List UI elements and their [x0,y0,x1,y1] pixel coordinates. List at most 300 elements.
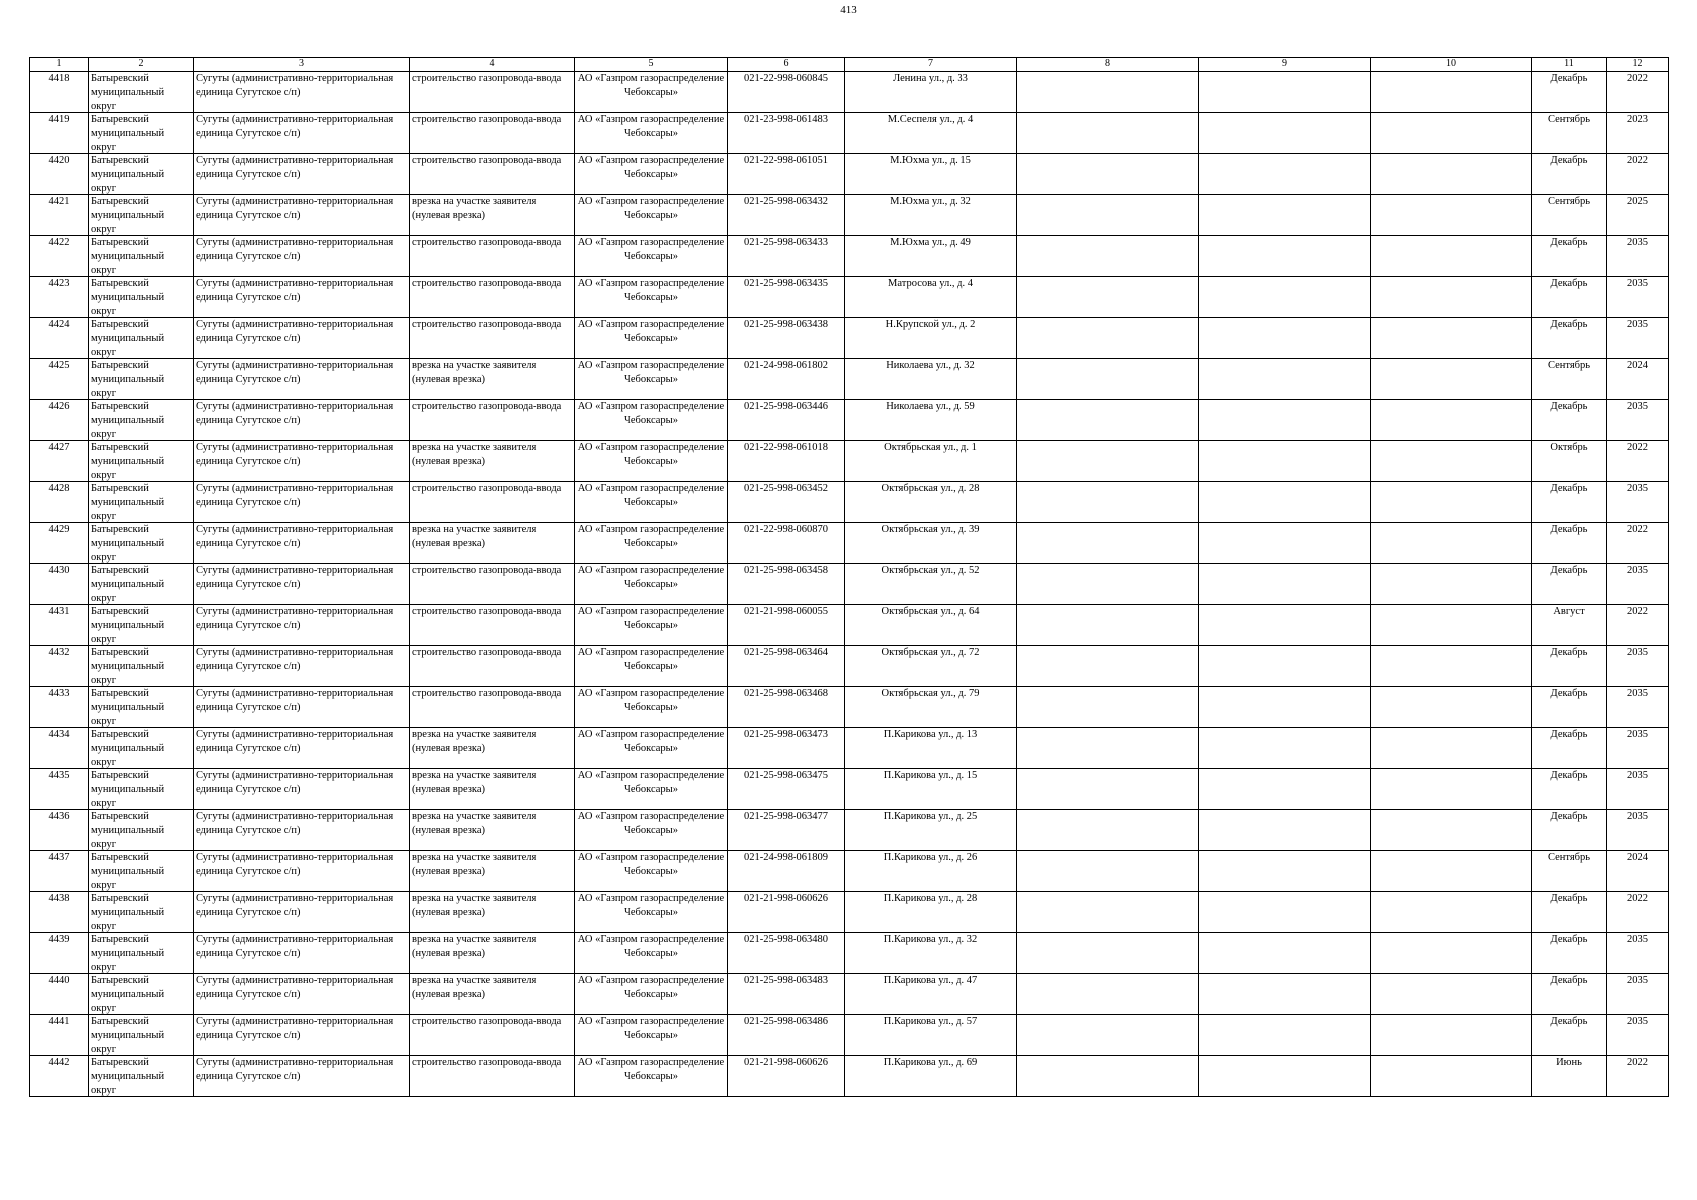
work-type-cell [410,728,575,769]
work-type-cell-text: врезка на участке заявителя (нулевая врезка) [412,196,537,221]
row-number-text: 4439 [48,934,70,945]
organization-cell-text: АО «Газпром газораспределение Чебоксары» [577,975,725,1000]
work-type-cell-text: врезка на участке заявителя (нулевая врезка) [412,975,537,1000]
row-number [30,646,89,687]
district-cell-text: Батыревский муниципальный округ [91,319,165,358]
row-number [30,933,89,974]
organization-cell-text: АО «Газпром газораспределение Чебоксары» [577,278,725,303]
locality-cell [194,195,410,236]
col10-cell [1371,72,1532,113]
address-cell [845,236,1017,277]
table-row [30,72,1669,113]
col8-cell [1017,687,1199,728]
table-body [30,72,1669,1097]
address-cell-text: П.Карикова ул., д. 32 [883,934,978,945]
locality-cell-text: Сугуты (административно-территориальная единица Сугутское с/п) [196,196,394,221]
code-cell-text: 021-24-998-061809 [744,852,828,863]
year-cell [1607,236,1669,277]
address-cell [845,810,1017,851]
col9-cell-text [1201,236,1368,276]
table-row [30,1015,1669,1056]
district-cell-text: Батыревский муниципальный округ [91,565,165,604]
col10-cell [1371,113,1532,154]
month-cell [1532,564,1607,605]
work-type-cell-text: врезка на участке заявителя (нулевая врезка) [412,442,537,467]
district-cell [89,933,194,974]
address-cell [845,482,1017,523]
table-row [30,810,1669,851]
month-cell [1532,359,1607,400]
col8-cell [1017,400,1199,441]
col8-cell-text [1019,113,1196,153]
address-cell [845,195,1017,236]
locality-cell [194,564,410,605]
locality-cell [194,646,410,687]
organization-cell-text: АО «Газпром газораспределение Чебоксары» [577,852,725,877]
code-cell-text: 021-25-998-063452 [744,483,828,494]
work-type-cell-text: строительство газопровода-ввода [412,565,562,576]
col8-cell-text [1019,1015,1196,1055]
month-cell [1532,72,1607,113]
col10-cell-text [1373,687,1529,727]
district-cell [89,646,194,687]
col9-cell [1199,72,1371,113]
col10-cell [1371,154,1532,195]
district-cell [89,359,194,400]
month-cell [1532,933,1607,974]
work-type-cell [410,564,575,605]
district-cell [89,441,194,482]
district-cell-text: Батыревский муниципальный округ [91,729,165,768]
code-cell [728,482,845,523]
col9-cell-text [1201,769,1368,809]
district-cell [89,400,194,441]
col10-cell [1371,933,1532,974]
code-cell-text: 021-25-998-063464 [744,647,828,658]
address-cell [845,154,1017,195]
organization-cell [575,482,728,523]
organization-cell [575,318,728,359]
month-cell-text: Декабрь [1550,483,1588,494]
locality-cell [194,277,410,318]
organization-cell-text: АО «Газпром газораспределение Чебоксары» [577,606,725,631]
address-cell-text: Матросова ул., д. 4 [888,278,973,289]
district-cell [89,113,194,154]
col8-cell [1017,564,1199,605]
locality-cell-text: Сугуты (административно-территориальная единица Сугутское с/п) [196,975,394,1000]
col8-cell-text [1019,400,1196,440]
col8-cell-text [1019,359,1196,399]
col10-cell [1371,646,1532,687]
table-row [30,564,1669,605]
work-type-cell-text: строительство газопровода-ввода [412,114,562,125]
year-cell [1607,400,1669,441]
col8-cell [1017,277,1199,318]
work-type-cell-text: строительство газопровода-ввода [412,606,562,617]
column-header-3: 3 [194,58,410,72]
col10-cell [1371,318,1532,359]
district-cell [89,892,194,933]
organization-cell-text: АО «Газпром газораспределение Чебоксары» [577,811,725,836]
year-cell-text: 2025 [1627,196,1648,207]
address-cell [845,769,1017,810]
address-cell-text: П.Карикова ул., д. 26 [883,852,978,863]
col9-cell [1199,277,1371,318]
year-cell-text: 2022 [1627,155,1648,166]
col8-cell-text [1019,687,1196,727]
work-type-cell [410,892,575,933]
locality-cell [194,1015,410,1056]
work-type-cell [410,1015,575,1056]
col8-cell-text [1019,195,1196,235]
col10-cell-text [1373,195,1529,235]
col8-cell-text [1019,277,1196,317]
organization-cell [575,1015,728,1056]
work-type-cell [410,236,575,277]
table-row [30,523,1669,564]
work-type-cell-text: строительство газопровода-ввода [412,1057,562,1068]
locality-cell-text: Сугуты (административно-территориальная единица Сугутское с/п) [196,688,394,713]
row-number [30,154,89,195]
row-number [30,564,89,605]
work-type-cell-text: врезка на участке заявителя (нулевая врезка) [412,524,537,549]
col8-cell [1017,441,1199,482]
locality-cell [194,933,410,974]
month-cell-text: Декабрь [1550,524,1588,535]
month-cell-text: Декабрь [1550,729,1588,740]
year-cell [1607,974,1669,1015]
work-type-cell-text: строительство газопровода-ввода [412,73,562,84]
locality-cell-text: Сугуты (административно-территориальная единица Сугутское с/п) [196,114,394,139]
locality-cell [194,892,410,933]
locality-cell [194,113,410,154]
col10-cell-text [1373,318,1529,358]
col10-cell-text [1373,810,1529,850]
district-cell-text: Батыревский муниципальный округ [91,811,165,850]
col10-cell-text [1373,769,1529,809]
col9-cell [1199,605,1371,646]
column-header-7: 7 [845,58,1017,72]
col8-cell [1017,1056,1199,1097]
col10-cell-text [1373,400,1529,440]
column-header-9: 9 [1199,58,1371,72]
work-type-cell [410,1056,575,1097]
year-cell-text: 2035 [1627,688,1648,699]
address-cell-text: П.Карикова ул., д. 69 [883,1057,978,1068]
organization-cell [575,769,728,810]
district-cell-text: Батыревский муниципальный округ [91,1057,165,1096]
month-cell-text: Декабрь [1550,319,1588,330]
row-number [30,72,89,113]
month-cell-text: Сентябрь [1547,360,1591,371]
work-type-cell [410,646,575,687]
table-row [30,482,1669,523]
district-cell [89,974,194,1015]
address-cell-text: М.Сеспеля ул., д. 4 [887,114,974,125]
district-cell [89,1015,194,1056]
month-cell [1532,810,1607,851]
district-cell-text: Батыревский муниципальный округ [91,483,165,522]
work-type-cell-text: врезка на участке заявителя (нулевая врезка) [412,360,537,385]
col9-cell [1199,113,1371,154]
row-number [30,605,89,646]
code-cell [728,523,845,564]
work-type-cell-text: врезка на участке заявителя (нулевая врезка) [412,811,537,836]
row-number [30,195,89,236]
work-type-cell [410,933,575,974]
table-row [30,728,1669,769]
district-cell [89,728,194,769]
col10-cell [1371,605,1532,646]
col10-cell [1371,1056,1532,1097]
district-cell-text: Батыревский муниципальный округ [91,893,165,932]
col10-cell [1371,769,1532,810]
col10-cell-text [1373,1015,1529,1055]
locality-cell [194,441,410,482]
column-header-8: 8 [1017,58,1199,72]
month-cell-text: Сентябрь [1547,196,1591,207]
col10-cell [1371,482,1532,523]
col10-cell-text [1373,728,1529,768]
col8-cell-text [1019,154,1196,194]
row-number-text: 4436 [48,811,70,822]
address-cell [845,1015,1017,1056]
work-type-cell [410,318,575,359]
col10-cell-text [1373,154,1529,194]
col8-cell-text [1019,72,1196,112]
col9-cell [1199,318,1371,359]
col8-cell [1017,72,1199,113]
year-cell-text: 2035 [1627,278,1648,289]
locality-cell-text: Сугуты (административно-территориальная единица Сугутское с/п) [196,278,394,303]
code-cell [728,605,845,646]
year-cell-text: 2035 [1627,770,1648,781]
address-cell [845,441,1017,482]
work-type-cell [410,974,575,1015]
table-row [30,605,1669,646]
code-cell-text: 021-25-998-063473 [744,729,828,740]
organization-cell-text: АО «Газпром газораспределение Чебоксары» [577,524,725,549]
column-header-10: 10 [1371,58,1532,72]
district-cell [89,810,194,851]
row-number-text: 4440 [48,975,70,986]
row-number-text: 4426 [48,401,70,412]
district-cell-text: Батыревский муниципальный округ [91,401,165,440]
address-cell-text: Октябрьская ул., д. 1 [884,442,977,453]
locality-cell-text: Сугуты (административно-территориальная единица Сугутское с/п) [196,1057,394,1082]
code-cell [728,318,845,359]
row-number [30,359,89,400]
month-cell-text: Сентябрь [1547,852,1591,863]
year-cell-text: 2022 [1627,1057,1648,1068]
work-type-cell-text: врезка на участке заявителя (нулевая врезка) [412,852,537,877]
locality-cell-text: Сугуты (административно-территориальная единица Сугутское с/п) [196,524,394,549]
address-cell-text: Октябрьская ул., д. 39 [881,524,980,535]
district-cell [89,605,194,646]
year-cell [1607,933,1669,974]
locality-cell-text: Сугуты (административно-территориальная единица Сугутское с/п) [196,155,394,180]
organization-cell [575,810,728,851]
col9-cell-text [1201,851,1368,891]
col10-cell [1371,277,1532,318]
col8-cell [1017,605,1199,646]
table-row [30,1056,1669,1097]
organization-cell-text: АО «Газпром газораспределение Чебоксары» [577,729,725,754]
year-cell-text: 2035 [1627,401,1648,412]
address-cell [845,523,1017,564]
organization-cell-text: АО «Газпром газораспределение Чебоксары» [577,360,725,385]
year-cell-text: 2035 [1627,1016,1648,1027]
col9-cell-text [1201,359,1368,399]
column-header-5: 5 [575,58,728,72]
row-number-text: 4438 [48,893,70,904]
district-cell [89,277,194,318]
col10-cell-text [1373,359,1529,399]
month-cell-text: Декабрь [1550,647,1588,658]
row-number [30,728,89,769]
locality-cell-text: Сугуты (административно-территориальная единица Сугутское с/п) [196,647,394,672]
organization-cell-text: АО «Газпром газораспределение Чебоксары» [577,319,725,344]
organization-cell [575,277,728,318]
code-cell-text: 021-25-998-063435 [744,278,828,289]
locality-cell [194,72,410,113]
table-row [30,236,1669,277]
month-cell [1532,318,1607,359]
organization-cell-text: АО «Газпром газораспределение Чебоксары» [577,934,725,959]
work-type-cell-text: врезка на участке заявителя (нулевая врезка) [412,893,537,918]
address-cell-text: Николаева ул., д. 59 [886,401,975,412]
row-number-text: 4425 [48,360,70,371]
district-cell [89,687,194,728]
address-cell [845,277,1017,318]
code-cell [728,728,845,769]
locality-cell [194,482,410,523]
table-row [30,646,1669,687]
code-cell-text: 021-25-998-063483 [744,975,828,986]
col8-cell-text [1019,1056,1196,1096]
col9-cell [1199,728,1371,769]
col10-cell-text [1373,974,1529,1014]
month-cell-text: Декабрь [1550,565,1588,576]
locality-cell-text: Сугуты (административно-территориальная единица Сугутское с/п) [196,729,394,754]
col8-cell [1017,195,1199,236]
col10-cell [1371,851,1532,892]
col10-cell [1371,359,1532,400]
col10-cell [1371,400,1532,441]
address-cell-text: Октябрьская ул., д. 79 [881,688,980,699]
address-cell [845,851,1017,892]
col9-cell [1199,195,1371,236]
col9-cell-text [1201,482,1368,522]
year-cell [1607,195,1669,236]
code-cell-text: 021-25-998-063446 [744,401,828,412]
address-cell [845,605,1017,646]
year-cell-text: 2035 [1627,647,1648,658]
col9-cell [1199,441,1371,482]
address-cell-text: М.Юхма ул., д. 15 [890,155,971,166]
col10-cell [1371,523,1532,564]
district-cell-text: Батыревский муниципальный округ [91,360,165,399]
col9-cell [1199,892,1371,933]
code-cell-text: 021-25-998-063475 [744,770,828,781]
row-number [30,400,89,441]
locality-cell [194,974,410,1015]
address-cell [845,892,1017,933]
code-cell-text: 021-22-998-060870 [744,524,828,535]
month-cell [1532,728,1607,769]
table-row [30,974,1669,1015]
locality-cell-text: Сугуты (административно-территориальная единица Сугутское с/п) [196,565,394,590]
col9-cell [1199,523,1371,564]
code-cell [728,195,845,236]
col10-cell-text [1373,113,1529,153]
col10-cell-text [1373,851,1529,891]
address-cell [845,646,1017,687]
year-cell [1607,482,1669,523]
row-number [30,851,89,892]
col8-cell-text [1019,318,1196,358]
col9-cell-text [1201,113,1368,153]
month-cell [1532,195,1607,236]
col10-cell-text [1373,1056,1529,1096]
row-number-text: 4418 [48,73,70,84]
code-cell [728,974,845,1015]
address-cell [845,113,1017,154]
work-type-cell [410,810,575,851]
col9-cell-text [1201,810,1368,850]
month-cell [1532,646,1607,687]
address-cell-text: Октябрьская ул., д. 72 [881,647,980,658]
locality-cell-text: Сугуты (административно-территориальная единица Сугутское с/п) [196,606,394,631]
district-cell [89,154,194,195]
col8-cell-text [1019,728,1196,768]
col9-cell-text [1201,1015,1368,1055]
year-cell [1607,154,1669,195]
organization-cell [575,195,728,236]
organization-cell-text: АО «Газпром газораспределение Чебоксары» [577,155,725,180]
code-cell [728,687,845,728]
year-cell [1607,441,1669,482]
address-cell [845,359,1017,400]
organization-cell [575,564,728,605]
row-number [30,974,89,1015]
address-cell-text: Октябрьская ул., д. 52 [881,565,980,576]
col8-cell-text [1019,646,1196,686]
row-number [30,277,89,318]
organization-cell [575,113,728,154]
col10-cell-text [1373,277,1529,317]
row-number-text: 4421 [48,196,70,207]
col9-cell-text [1201,154,1368,194]
locality-cell [194,769,410,810]
district-cell [89,1056,194,1097]
code-cell-text: 021-22-998-061051 [744,155,828,166]
code-cell [728,154,845,195]
col8-cell [1017,236,1199,277]
work-type-cell-text: строительство газопровода-ввода [412,483,562,494]
table-row [30,687,1669,728]
month-cell [1532,687,1607,728]
address-cell [845,728,1017,769]
row-number [30,1015,89,1056]
row-number-text: 4430 [48,565,70,576]
year-cell-text: 2035 [1627,237,1648,248]
col8-cell [1017,769,1199,810]
code-cell [728,933,845,974]
organization-cell-text: АО «Газпром газораспределение Чебоксары» [577,770,725,795]
code-cell [728,564,845,605]
row-number-text: 4428 [48,483,70,494]
